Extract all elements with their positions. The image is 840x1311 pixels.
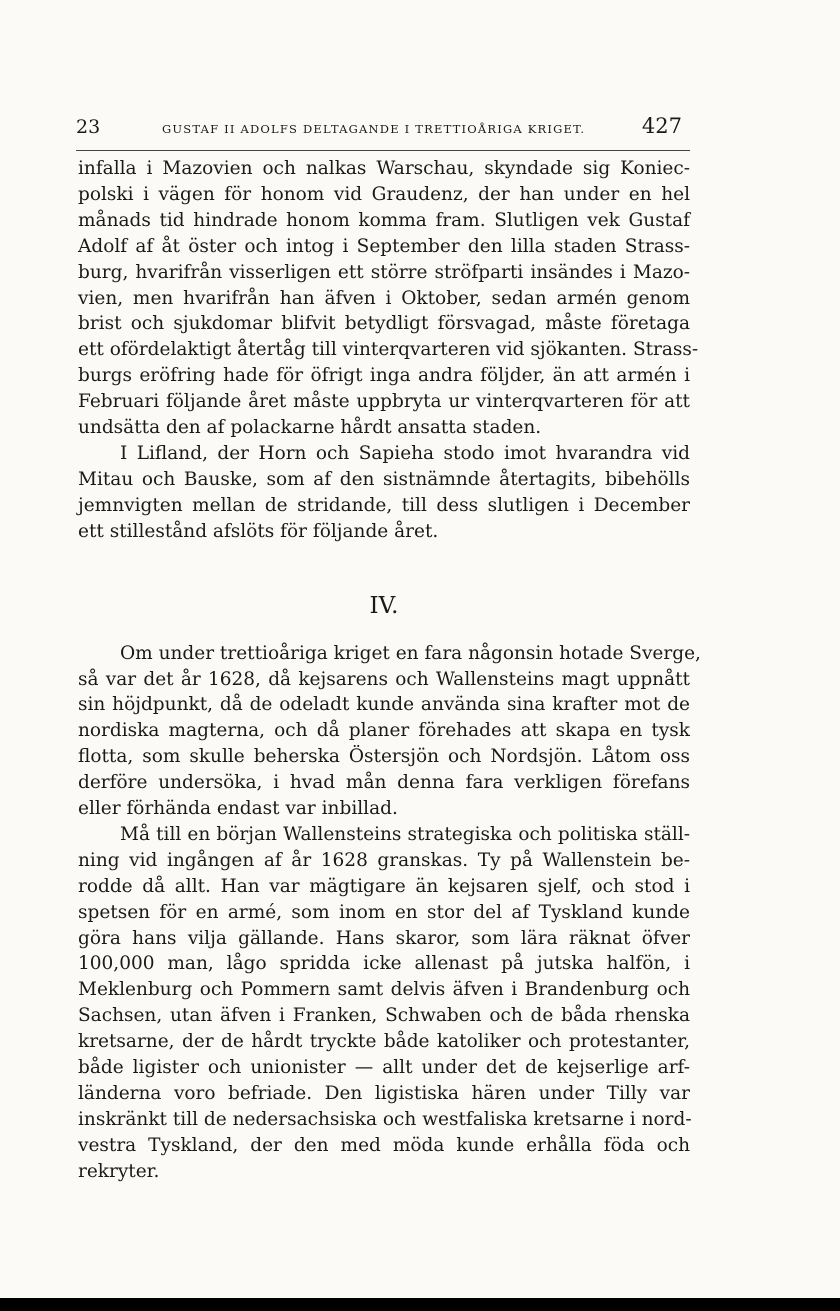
page-body: [78, 156, 701, 1185]
text-line: länderna voro befriade. Den ligistiska hären under Tilly var: [78, 1083, 690, 1104]
text-line: spetsen för en armé, som inom en stor del af Tyskland kunde: [78, 901, 690, 923]
text-line: vestra Tyskland, der den med möda kunde erhålla föda och: [78, 1134, 690, 1156]
text-line: jemnvigten mellan de stridande, till dess slutligen i December: [78, 494, 690, 516]
text-line: Adolf af åt öster och intog i September den lilla staden Strass-: [78, 235, 690, 257]
text-line: derföre undersöka, i hvad mån denna fara verkligen förefans: [78, 772, 690, 794]
text-line: ett ofördelaktigt återtåg till vinterqvarteren vid sjökanten. Strass-: [78, 339, 699, 361]
text-line: brist och sjukdomar blifvit betydligt försvagad, måste företaga: [78, 313, 690, 335]
text-line: Må till en början Wallensteins strategiska och politiska ställ-: [120, 823, 690, 845]
text-line: burg, hvarifrån visserligen ett större ströfparti insändes i Mazo-: [78, 261, 690, 283]
text-line: 100,000 man, lågo spridda icke allenast på jutska halfön, i: [78, 953, 690, 975]
paragraph-3: [78, 641, 701, 822]
section-heading: IV.: [369, 592, 399, 619]
text-line: undsätta den af polackarne hårdt ansatta staden.: [78, 417, 542, 439]
text-line: sin höjdpunkt, då de odeladt kunde använda sina krafter mot de: [78, 694, 690, 716]
text-line: eller förhända endast var inbillad.: [78, 798, 398, 820]
text-line: burgs eröfring hade för öfrigt inga andra följder, än att armén i: [78, 365, 690, 387]
text-line: kretsarne, der de hårdt tryckte både katoliker och protestanter,: [78, 1031, 690, 1053]
header-rule: [76, 150, 690, 151]
paragraph-4: [78, 822, 690, 1185]
text-line: Februari följande året måste uppbryta ur vinterqvarteren för att: [78, 391, 690, 413]
text-line: polski i vägen för honom vid Graudenz, der han under en hel: [78, 183, 690, 205]
text-line: flotta, som skulle beherska Östersjön och Nordsjön. Låtom oss: [78, 746, 690, 768]
running-header: [76, 114, 686, 144]
text-line: infalla i Mazovien och nalkas Warschau, skyndade sig Koniec-: [78, 158, 690, 179]
text-line: månads tid hindrade honom komma fram. Slutligen vek Gustaf: [78, 209, 690, 231]
text-line: inskränkt till de nedersachsiska och westfaliska kretsarne i nord-: [78, 1108, 692, 1130]
text-line: Mitau och Bauske, som af den sistnämnde återtagits, bibehölls: [78, 468, 690, 490]
running-title: GUSTAF II ADOLFS DELTAGANDE I TRETTIOÅRIGA KRIGET.: [162, 122, 586, 136]
text-line: nordiska magterna, och då planer förehades att skapa en tysk: [78, 720, 690, 742]
scan-edge-bar: [0, 1298, 840, 1311]
page-number: 427: [641, 114, 682, 138]
left-page-number: 23: [76, 116, 101, 138]
paragraph-2: [78, 441, 690, 545]
text-line: så var det år 1628, då kejsarens och Wallensteins magt uppnått: [78, 668, 690, 690]
text-line: rodde då allt. Han var mägtigare än kejsaren sjelf, och stod i: [78, 875, 690, 897]
text-line: vien, men hvarifrån han äfven i Oktober, sedan armén genom: [78, 287, 690, 309]
paragraph-1: [78, 156, 699, 441]
text-line: Sachsen, utan äfven i Franken, Schwaben och de båda rhenska: [78, 1005, 690, 1027]
text-line: Meklenburg och Pommern samt delvis äfven i Brandenburg och: [78, 979, 690, 1001]
text-line: både ligister och unionister — allt under det de kejserlige arf-: [78, 1057, 690, 1079]
text-line: Om under trettioåriga kriget en fara någonsin hotade Sverge,: [120, 642, 701, 664]
text-line: göra hans vilja gällande. Hans skaror, som lära räknat öfver: [78, 927, 690, 949]
text-line: I Lifland, der Horn och Sapieha stodo imot hvarandra vid: [120, 442, 690, 464]
text-line: rekryter.: [78, 1160, 160, 1182]
text-line: ning vid ingången af år 1628 granskas. Ty på Wallenstein be-: [78, 849, 690, 871]
text-line: ett stillestånd afslöts för följande året.: [78, 520, 439, 542]
